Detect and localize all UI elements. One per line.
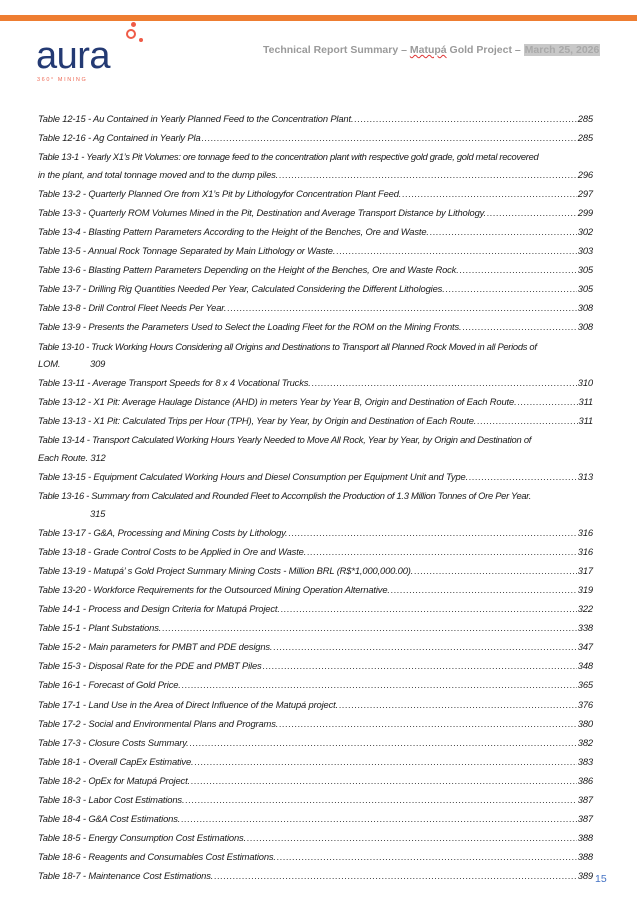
toc-entry[interactable]: Table 16-1 - Forecast of Gold Price. ..... 365: [38, 676, 593, 694]
toc-entry[interactable]: Table 13-18 - Grade Control Costs to be Applied in Ore and Waste. ..... 316: [38, 543, 593, 561]
dot-leader: [182, 676, 577, 694]
dot-leader: [227, 299, 576, 317]
header-accent-bar: [0, 15, 637, 21]
aura-logo: [36, 22, 156, 84]
dot-leader: [190, 734, 577, 752]
dot-leader: [279, 166, 577, 184]
toc-entry[interactable]: Table 13-14 - Transport Calculated Working Hours Yearly Needed to Move All Rock, Year by Year, by Origin and Destination of Each Route. 312: [38, 434, 532, 463]
page-ref: 303: [577, 245, 593, 257]
toc-entry[interactable]: Table 13-13 - X1 Pit: Calculated Trips per Hour (TPH), Year by Year, by Origin and Destination of Each Route. ..... 311: [38, 412, 593, 430]
toc-entry[interactable]: Table 13-11 - Average Transport Speeds for 8 x 4 Vocational Trucks. ..... 310: [38, 374, 593, 392]
page-ref: 308: [577, 302, 593, 314]
page-ref: 309: [90, 358, 106, 370]
dot-leader: [191, 772, 577, 790]
page-ref: 310: [577, 377, 593, 389]
dot-leader: [281, 600, 577, 618]
dot-leader: [414, 562, 577, 580]
page-ref: 297: [577, 187, 593, 199]
dot-leader: [469, 468, 577, 486]
toc-entry[interactable]: Table 18-2 - OpEx for Matupá Project. ..... 386: [38, 772, 593, 790]
dot-leader: [214, 867, 577, 885]
page-ref: 348: [577, 660, 593, 672]
page-ref: 387: [577, 813, 593, 825]
toc-entry[interactable]: Table 12-16 - Ag Contained in Yearly Pla ..... 285: [38, 129, 593, 147]
page-ref: 317: [577, 564, 593, 576]
dot-leader: [354, 110, 576, 128]
toc-entry[interactable]: Table 18-5 - Energy Consumption Cost Estimations. ..... 388: [38, 829, 593, 847]
toc-entry[interactable]: Table 13-8 - Drill Control Fleet Needs Per Year. ..... 308: [38, 299, 593, 317]
page-ref: 316: [577, 545, 593, 557]
page-ref: 311: [578, 415, 593, 427]
toc-entry[interactable]: Table 13-9 - Presents the Parameters Used to Select the Loading Fleet for the ROM on the Mining Fronts. ..... 308: [38, 318, 593, 336]
toc-entry[interactable]: Table 17-1 - Land Use in the Area of Direct Influence of the Matupá project. ..... 376: [38, 696, 593, 714]
page-ref: 365: [577, 679, 593, 691]
toc-entry[interactable]: Table 13-5 - Annual Rock Tonnage Separated by Main Lithology or Waste. ..... 303: [38, 242, 593, 260]
dot-leader: [339, 696, 577, 714]
toc-entry[interactable]: Table 18-4 - G&A Cost Estimations. ..... 387: [38, 810, 593, 828]
dot-leader: [202, 129, 577, 147]
dot-leader: [391, 581, 577, 599]
page-ref: 383: [577, 755, 593, 767]
toc-entry[interactable]: Table 13-4 - Blasting Pattern Parameters According to the Height of the Benches, Ore and Waste. ..... 302: [38, 223, 593, 241]
dot-leader: [463, 318, 577, 336]
page-ref: 322: [577, 603, 593, 615]
page-ref: 389: [577, 870, 593, 882]
logo-dot-icon: [131, 22, 136, 27]
dot-leader: [277, 848, 577, 866]
page-ref: 338: [577, 622, 593, 634]
toc-entry[interactable]: Table 12-15 - Au Contained in Yearly Planned Feed to the Concentration Plant. ..... 285: [38, 110, 593, 128]
dot-leader: [336, 242, 576, 260]
dot-leader: [279, 715, 577, 733]
header-date: March 25, 2026: [524, 44, 600, 56]
page-ref: 285: [577, 132, 593, 144]
running-header-title: [263, 44, 600, 56]
toc-entry[interactable]: Table 13-16 - Summary from Calculated and Rounded Fleet to Accomplish the Production of 1.3 Million Tonnes of Ore Per Year. 315: [38, 487, 593, 522]
dot-leader: [185, 791, 576, 809]
page-ref: 305: [577, 283, 593, 295]
page-ref: 376: [577, 698, 593, 710]
dot-leader: [518, 393, 578, 411]
page-ref: 388: [577, 851, 593, 863]
dot-leader: [477, 412, 577, 430]
page-ref: 380: [577, 717, 593, 729]
toc-entry[interactable]: Table 13-7 - Drilling Rig Quantities Needed Per Year, Calculated Considering the Different Lithologies. ..... 305: [38, 280, 593, 298]
dot-leader: [273, 638, 576, 656]
dot-leader: [162, 619, 577, 637]
toc-entry[interactable]: Table 14-1 - Process and Design Criteria for Matupá Project. ..... 322: [38, 600, 593, 618]
page-number: 15: [595, 873, 607, 885]
dot-leader: [460, 261, 577, 279]
logo-ring-icon: [126, 29, 136, 39]
toc-entry[interactable]: Table 13-15 - Equipment Calculated Working Hours and Diesel Consumption per Equipment Unit and Type. ..... 313: [38, 468, 593, 486]
page-ref: 305: [577, 264, 593, 276]
list-of-tables: [38, 110, 593, 886]
page-ref: 319: [577, 583, 593, 595]
toc-entry[interactable]: Table 13-1 - Yearly X1’s Pit Volumes: ore tonnage feed to the concentration plant with respective gold grade, gold metal recovered in the plant, and total tonnage moved and to the dump piles. ..... 296: [38, 148, 593, 183]
toc-entry[interactable]: Table 13-20 - Workforce Requirements for the Outsourced Mining Operation Alternative. ..... 319: [38, 581, 593, 599]
toc-entry[interactable]: Table 15-1 - Plant Substations. ..... 338: [38, 619, 593, 637]
dot-leader: [402, 185, 577, 203]
page-ref: 299: [577, 206, 593, 218]
dot-leader: [194, 753, 576, 771]
page-ref: 387: [577, 794, 593, 805]
toc-entry[interactable]: Table 13-10 - Truck Working Hours Considering all Origins and Destinations to Transport all Planned Rock Moved in all Periods of LOM. 309: [38, 340, 537, 370]
page-ref: 311: [578, 396, 593, 408]
dot-leader: [487, 204, 577, 222]
page-ref: 285: [577, 113, 593, 124]
page-ref: 296: [577, 168, 593, 180]
toc-entry[interactable]: Table 13-6 - Blasting Pattern Parameters Depending on the Height of the Benches, Ore and Waste Rock. ..... 305: [38, 261, 593, 279]
toc-entry[interactable]: Table 13-2 - Quarterly Planned Ore from X1’s Pit by Lithologyfor Concentration Plant Feed. ..... 297: [38, 185, 593, 203]
toc-entry[interactable]: Table 15-3 - Disposal Rate for the PDE and PMBT Piles ..... 348: [38, 657, 593, 675]
toc-entry[interactable]: Table 18-1 - Overall CapEx Estimative. ..... 383: [38, 753, 593, 771]
toc-entry[interactable]: Table 18-6 - Reagents and Consumables Cost Estimations. ..... 388: [38, 848, 593, 866]
page-ref: 302: [577, 225, 593, 237]
header-project-name: Matupá: [409, 44, 447, 56]
page-ref: 388: [577, 832, 593, 844]
logo-dot-small-icon: [139, 38, 143, 42]
logo-tagline: 360° MINING: [37, 77, 88, 83]
toc-entry[interactable]: Table 17-2 - Social and Environmental Plans and Programs. ..... 380: [38, 715, 593, 733]
toc-entry[interactable]: Table 15-2 - Main parameters for PMBT and PDE designs. ..... 347: [38, 638, 593, 656]
dot-leader: [446, 280, 577, 298]
page-ref: 382: [577, 736, 593, 748]
header-title-middle: Gold Project –: [446, 44, 524, 56]
page-ref: 316: [577, 526, 593, 538]
dot-leader: [181, 810, 577, 828]
toc-entry[interactable]: Table 13-17 - G&A, Processing and Mining Costs by Lithology. ..... 316: [38, 524, 593, 542]
toc-entry[interactable]: Table 18-3 - Labor Cost Estimations. ..... 387: [38, 791, 593, 809]
page-ref: 386: [577, 774, 593, 786]
toc-entry[interactable]: Table 18-7 - Maintenance Cost Estimations. ..... 389: [38, 867, 593, 885]
page-ref: 315: [90, 507, 106, 519]
logo-wordmark: aura: [36, 35, 111, 77]
toc-entry[interactable]: Table 13-12 - X1 Pit: Average Haulage Distance (AHD) in meters Year by Year B, Origin and Destination of Each Route. ..... 311: [38, 393, 593, 411]
dot-leader: [430, 223, 577, 241]
dot-leader: [307, 543, 577, 561]
toc-entry[interactable]: Table 13-19 - Matupá’ s Gold Project Summary Mining Costs - Million BRL (R$*1,000,000.00). ..... 317: [38, 562, 593, 580]
page-ref: 308: [577, 321, 593, 333]
page-ref: 313: [577, 471, 593, 482]
dot-leader: [263, 657, 577, 675]
dot-leader: [312, 374, 577, 392]
page-ref: 347: [577, 641, 593, 653]
page-ref: 312: [90, 451, 106, 463]
toc-entry[interactable]: Table 17-3 - Closure Costs Summary. ..... 382: [38, 734, 593, 752]
dot-leader: [288, 524, 576, 542]
dot-leader: [247, 829, 577, 847]
header-title-prefix: Technical Report Summary –: [263, 44, 410, 56]
toc-entry[interactable]: Table 13-3 - Quarterly ROM Volumes Mined in the Pit, Destination and Average Transport Distance by Lithology. ..... 299: [38, 204, 593, 222]
